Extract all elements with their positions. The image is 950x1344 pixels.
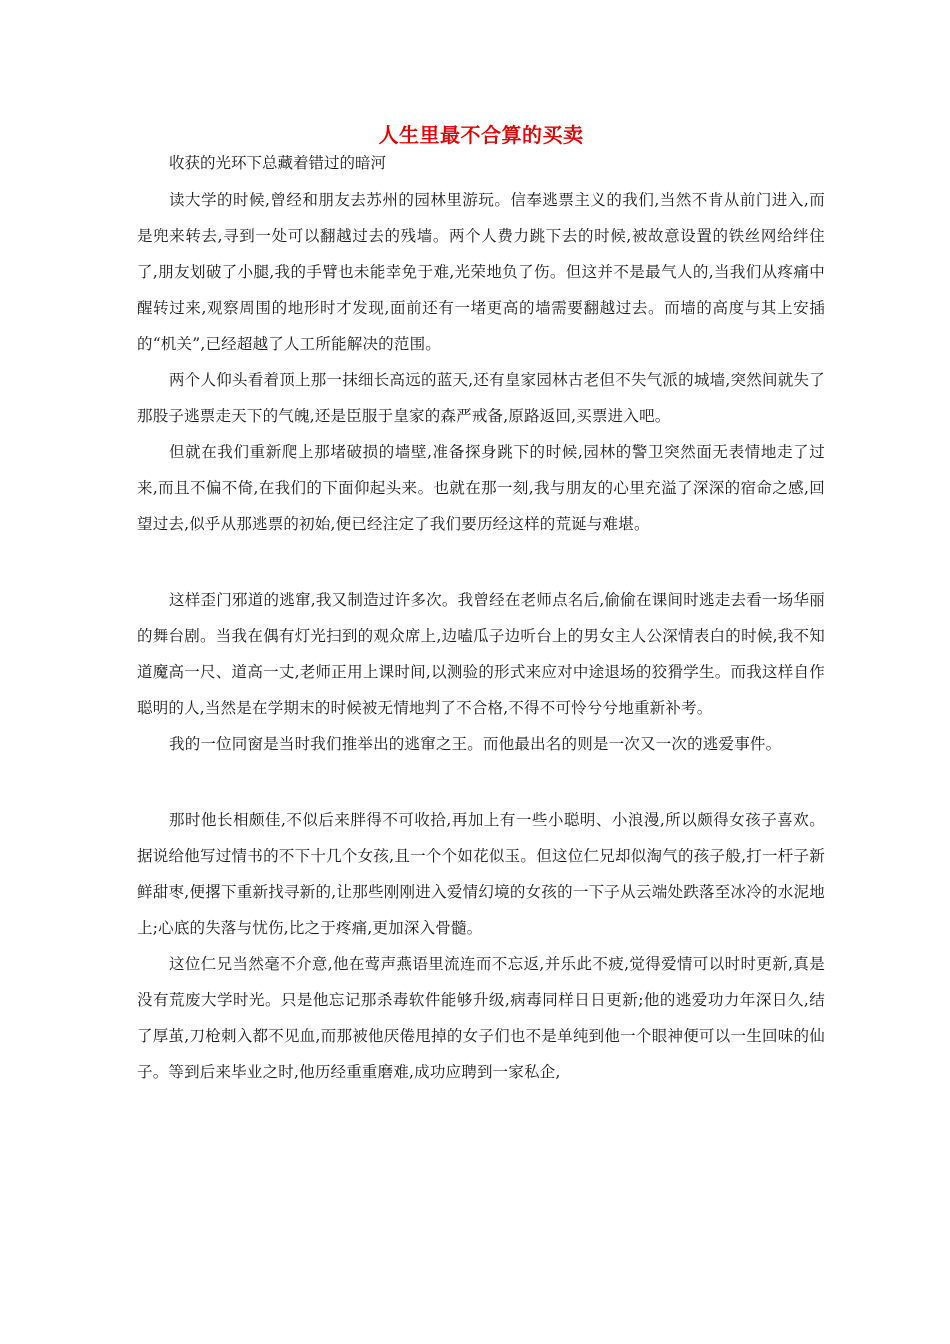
paragraph-1: 读大学的时候,曾经和朋友去苏州的园林里游玩。信奉逃票主义的我们,当然不肯从前门进入,而是兜来转去,寻到一处可以翻越过去的残墙。两个人费力跳下去的时候,被故意设置的铁丝网给绊住了,朋友划破了小腿,我的手臂也未能幸免于难,光荣地负了伤。但这并不是最气人的,当我们从疼痛中醒转过来,观察周围的地形时才发现,面前还有一堵更高的墙需要翻越过去。而墙的高度与其上安插的“机关”,已经超越了人工所能解决的范围。: [137, 191, 825, 353]
article-subtitle: 收获的光环下总藏着错过的暗河: [169, 154, 387, 172]
section-gap: [137, 762, 825, 802]
paragraph-6: 那时他长相颇佳,不似后来胖得不可收拾,再加上有一些小聪明、小浪漫,所以颇得女孩子喜欢。据说给他写过情书的不下十几个女孩,且一个个如花似玉。但这位仁兄却似淘气的孩子般,打一杆子新鲜甜枣,便撂下重新找寻新的,让那些刚刚进入爱情幻境的女孩的一下子从云端处跌落至冰冷的水泥地上;心底的失落与忧伤,比之于疼痛,更加深入骨髓。: [137, 811, 825, 937]
paragraph-3: 但就在我们重新爬上那堵破损的墙壁,准备探身跳下的时候,园林的警卫突然面无表情地走了过来,而且不偏不倚,在我们的下面仰起头来。也就在那一刻,我与朋友的心里充溢了深深的宿命之感,回望过去,似乎从那逃票的初始,便已经注定了我们要历经这样的荒诞与难堪。: [137, 443, 825, 533]
article-title: 人生里最不合算的买卖: [378, 123, 584, 147]
paragraph-4: 这样歪门邪道的逃窜,我又制造过许多次。我曾经在老师点名后,偷偷在课间时逃走去看一场华丽的舞台剧。当我在偶有灯光扫到的观众席上,边嗑瓜子边听台上的男女主人公深情表白的时候,我不知道魔高一尺、道高一丈,老师正用上课时间,以测验的形式来应对中途退场的狡猾学生。而我这样自作聪明的人,当然是在学期末的时候被无情地判了不合格,不得不可怜兮兮地重新补考。: [137, 591, 825, 717]
paragraph-7: 这位仁兄当然毫不介意,他在莺声燕语里流连而不忘返,并乐此不疲,觉得爱情可以时时更新,真是没有荒废大学时光。只是他忘记那杀毒软件能够升级,病毒同样日日更新;他的逃爱功力年深日久,结了厚茧,刀枪刺入都不见血,而那被他厌倦甩掉的女子们也不是单纯到他一个眼神便可以一生回味的仙子。等到后来毕业之时,他历经重重磨难,成功应聘到一家私企,: [137, 955, 825, 1081]
paragraph-5: 我的一位同窗是当时我们推举出的逃窜之王。而他最出名的则是一次又一次的逃爱事件。: [169, 735, 782, 753]
section-gap: [137, 542, 825, 582]
article: [137, 120, 825, 1090]
paragraph-2: 两个人仰头看着顶上那一抹细长高远的蓝天,还有皇家园林古老但不失气派的城墙,突然间就失了那股子逃票走天下的气魄,还是臣服于皇家的森严戒备,原路返回,买票进入吧。: [137, 371, 825, 425]
